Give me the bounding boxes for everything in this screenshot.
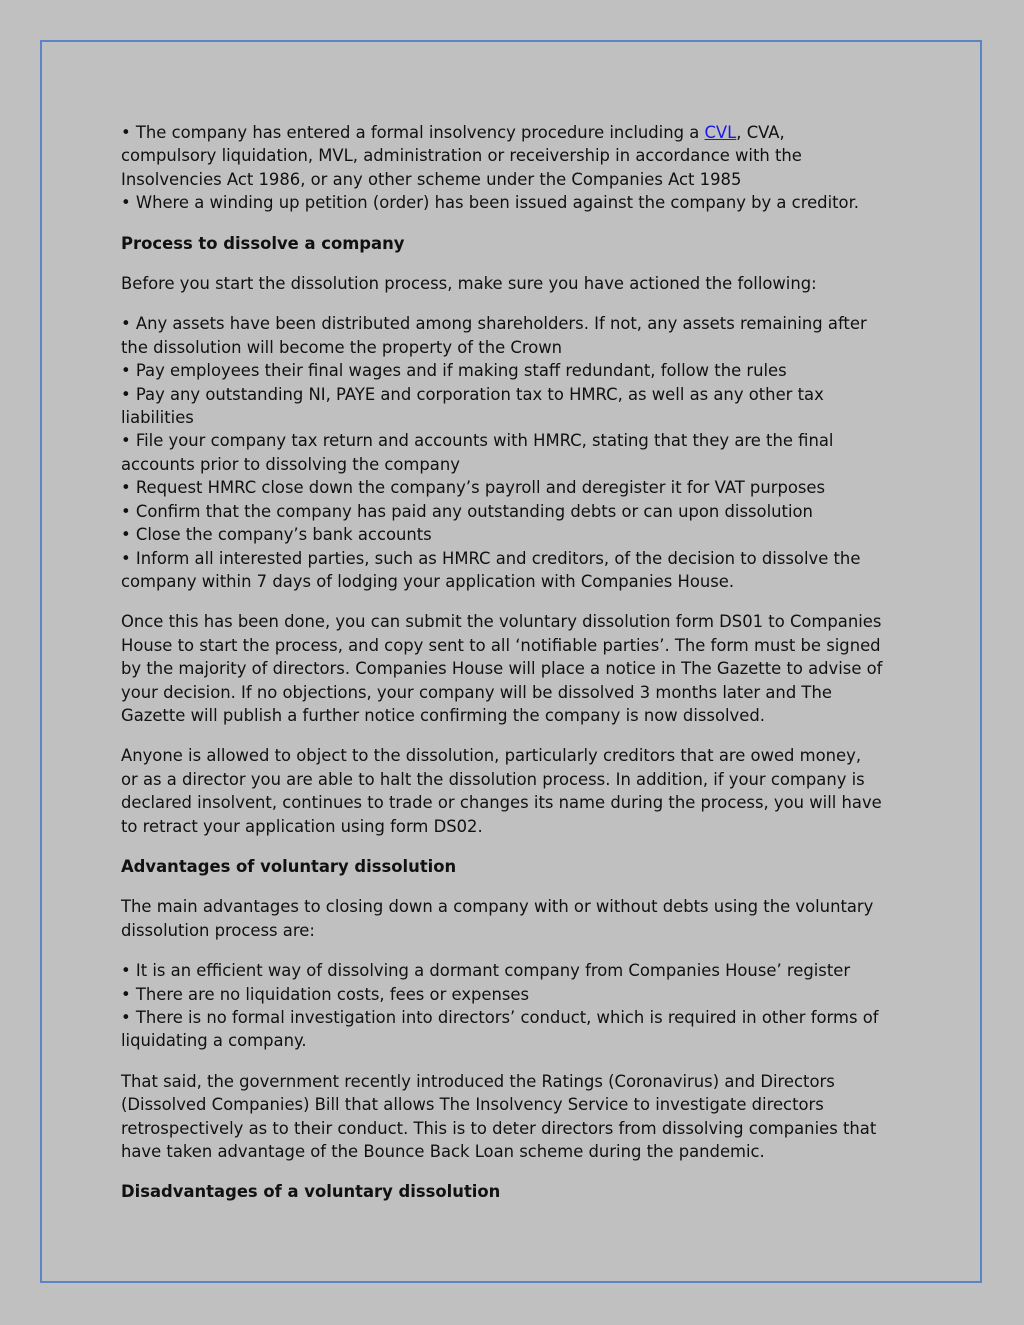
paragraph-line: your decision. If no objections, your company will be dissolved 3 months later and The [121, 682, 832, 702]
intro-bullet-line: Insolvencies Act 1986, or any other scheme under the Companies Act 1985 [121, 169, 742, 189]
section-heading-advantages: Advantages of voluntary dissolution [121, 856, 457, 876]
list-item: accounts prior to dissolving the company [121, 454, 460, 474]
list-item: • Pay employees their final wages and if making staff redundant, follow the rules [121, 361, 787, 381]
advantages-bullets [121, 959, 911, 1053]
intro-bullet-line: compulsory liquidation, MVL, administration or receivership in accordance with the [121, 146, 802, 166]
cvl-link[interactable]: CVL [704, 123, 737, 142]
process-paragraph-ds01 [121, 610, 911, 727]
process-paragraph-objections [121, 744, 911, 838]
list-item: liquidating a company. [121, 1031, 307, 1051]
intro-bullet-line [121, 121, 911, 144]
paragraph-line: That said, the government recently introduced the Ratings (Coronavirus) and Directors [121, 1071, 835, 1091]
list-item: • There is no formal investigation into directors’ conduct, which is required in other forms of [121, 1008, 879, 1027]
list-item: • It is an efficient way of dissolving a dormant company from Companies House’ register [121, 961, 851, 981]
text-span: , CVA, [736, 123, 785, 142]
list-item: liabilities [121, 408, 194, 428]
list-item: • Pay any outstanding NI, PAYE and corporation tax to HMRC, as well as any other tax [121, 384, 824, 404]
process-intro: Before you start the dissolution process, make sure you have actioned the following: [121, 274, 817, 294]
list-item: • Any assets have been distributed among shareholders. If not, any assets remaining after [121, 314, 867, 334]
paragraph-line: The main advantages to closing down a company with or without debts using the voluntary [121, 897, 874, 917]
section-heading-process: Process to dissolve a company [121, 233, 405, 253]
page-frame [40, 40, 982, 1283]
paragraph-line: (Dissolved Companies) Bill that allows The Insolvency Service to investigate directors [121, 1095, 824, 1115]
process-bullets [121, 312, 911, 593]
paragraph-line: retrospectively as to their conduct. This is to deter directors from dissolving companies that [121, 1118, 877, 1138]
intro-bullet-line: • Where a winding up petition (order) has been issued against the company by a creditor. [121, 193, 860, 213]
list-item: • File your company tax return and accounts with HMRC, stating that they are the final [121, 431, 834, 451]
paragraph-line: to retract your application using form DS02. [121, 816, 483, 836]
list-item: company within 7 days of lodging your application with Companies House. [121, 571, 735, 591]
advantages-intro [121, 895, 911, 942]
list-item: • Close the company’s bank accounts [121, 525, 432, 545]
list-item: • Confirm that the company has paid any outstanding debts or can upon dissolution [121, 501, 813, 521]
paragraph-line: declared insolvent, continues to trade or changes its name during the process, you will have [121, 793, 882, 813]
section-heading-disadvantages: Disadvantages of a voluntary dissolution [121, 1182, 501, 1202]
paragraph-line: Once this has been done, you can submit the voluntary dissolution form DS01 to Companies [121, 612, 882, 632]
paragraph-line: House to start the process, and copy sent to all ‘notifiable parties’. The form must be signed [121, 635, 881, 655]
advantages-paragraph [121, 1070, 911, 1164]
document-body [121, 121, 911, 1221]
paragraph-line: by the majority of directors. Companies House will place a notice in The Gazette to advise of [121, 659, 883, 679]
text-span: • The company has entered a formal insolvency procedure including a [121, 123, 705, 142]
list-item: • There are no liquidation costs, fees or expenses [121, 984, 530, 1004]
paragraph-line: or as a director you are able to halt the dissolution process. In addition, if your company is [121, 769, 865, 789]
paragraph-line: dissolution process are: [121, 920, 315, 940]
list-item: • Inform all interested parties, such as HMRC and creditors, of the decision to dissolve the [121, 548, 861, 568]
list-item: the dissolution will become the property of the Crown [121, 337, 563, 357]
paragraph-line: Anyone is allowed to object to the dissolution, particularly creditors that are owed money, [121, 746, 862, 766]
paragraph-line: Gazette will publish a further notice confirming the company is now dissolved. [121, 705, 765, 725]
paragraph-line: have taken advantage of the Bounce Back Loan scheme during the pandemic. [121, 1142, 765, 1162]
intro-bullets [121, 121, 911, 215]
list-item: • Request HMRC close down the company’s payroll and deregister it for VAT purposes [121, 478, 826, 498]
